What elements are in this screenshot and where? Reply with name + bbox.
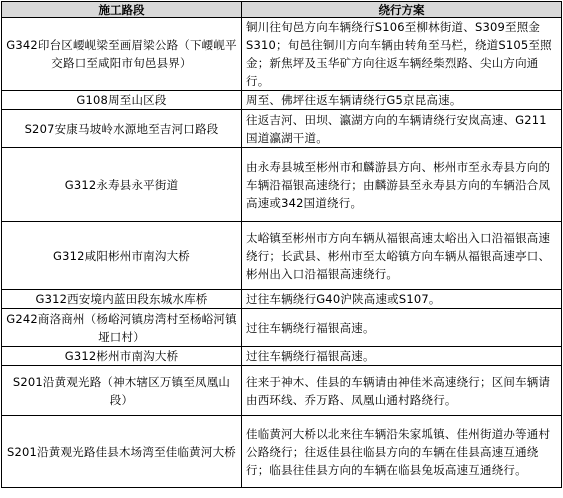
table-row: [2, 416, 562, 488]
detour-plan-cell: 佳临黄河大桥以北来往车辆沿朱家坬镇、佳州街道办等通村公路绕行；往返佳县往临县方向的车辆在佳县高速互通绕行；临县往佳县方向的车辆在临县兔坂高速互通绕行。: [242, 416, 562, 488]
table-row: [2, 309, 562, 347]
road-section-cell: G312永寿县永平街道: [2, 148, 242, 222]
detour-plan-cell: 往返吉河、田坝、瀛湖方向的车辆请绕行安岚高速、G211国道瀛湖干道。: [242, 110, 562, 148]
table-row: [2, 222, 562, 290]
header-detour-plan: 绕行方案: [242, 2, 562, 18]
detour-plan-cell: 过往车辆绕行福银高速。: [242, 309, 562, 347]
table-row: [2, 91, 562, 110]
detour-plan-cell: 由永寿县城至彬州市和麟游县方向、彬州市至永寿县方向的车辆沿福银高速绕行；由麟游县至永寿县方向的车辆沿合凤高速或342国道绕行。: [242, 148, 562, 222]
table-row: [2, 18, 562, 91]
road-section-cell: S201沿黄观光路（神木辖区万镇至凤凰山段）: [2, 366, 242, 416]
road-section-cell: G108周至山区段: [2, 91, 242, 110]
road-section-cell: S207安康马坡岭水源地至吉河口路段: [2, 110, 242, 148]
road-section-cell: S201沿黄观光路佳县木场湾至佳临黄河大桥: [2, 416, 242, 488]
road-section-cell: G312彬州市南沟大桥: [2, 347, 242, 366]
road-section-cell: G312咸阳彬州市南沟大桥: [2, 222, 242, 290]
table-row: [2, 110, 562, 148]
detour-plan-cell: 过往车辆绕行福银高速。: [242, 347, 562, 366]
header-construction-section: 施工路段: [2, 2, 242, 18]
table-row: [2, 347, 562, 366]
detour-plan-cell: 周至、佛坪往返车辆请绕行G5京昆高速。: [242, 91, 562, 110]
detour-plan-cell: 铜川往旬邑方向车辆绕行S106至柳林街道、S309至照金S310；旬邑往铜川方向车辆由转角至马栏，绕道S105至照金；新焦坪及玉华矿方向往返车辆经柴烈路、尖山方向通行。: [242, 18, 562, 91]
table-header-row: [2, 2, 562, 18]
detour-plan-cell: 过往车辆绕行G40沪陕高速或S107。: [242, 290, 562, 309]
detour-plan-cell: 太峪镇至彬州市方向车辆从福银高速太峪出入口沿福银高速绕行；长武县、彬州市至太峪镇方向车辆从福银高速亭口、彬州出入口沿福银高速绕行。: [242, 222, 562, 290]
table-row: [2, 366, 562, 416]
detour-plan-cell: 往来于神木、佳县的车辆请由神佳米高速绕行；区间车辆请由西环线、乔万路、凤凰山通村路绕行。: [242, 366, 562, 416]
table-row: [2, 148, 562, 222]
road-section-cell: G342印台区崾岘梁至画眉梁公路（下崾岘平交路口至咸阳市旬邑县界）: [2, 18, 242, 91]
road-section-cell: G312西安境内蓝田段东城水库桥: [2, 290, 242, 309]
table-row: [2, 290, 562, 309]
detour-table: [1, 1, 562, 488]
detour-table-container: [1, 1, 561, 488]
road-section-cell: G242商洛商州（杨峪河镇房湾村至杨峪河镇垭口村）: [2, 309, 242, 347]
